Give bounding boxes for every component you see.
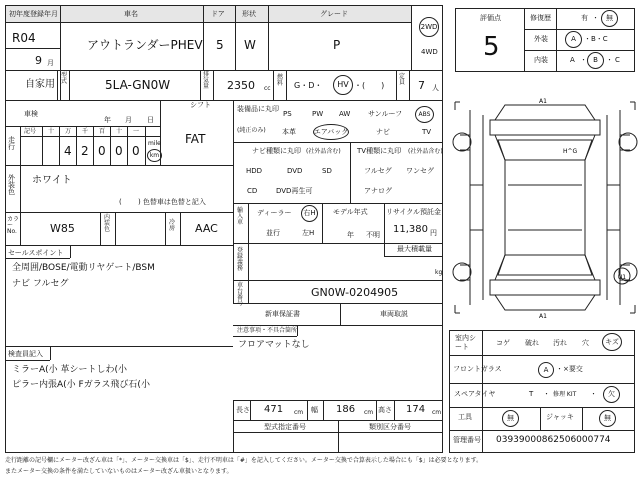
height-value: 174 xyxy=(406,404,426,415)
inspector-note-line-1: ミラーA(小 革シートしわ(小 xyxy=(12,365,128,375)
score-label: 評価点 xyxy=(480,14,501,22)
inspection-year: 年 xyxy=(104,116,111,124)
inspection-month: 月 xyxy=(125,116,132,124)
fuel-label: 燃料 xyxy=(277,74,284,87)
mileage-unit-0: 記号 xyxy=(24,128,37,135)
equip-leather: 本革 xyxy=(282,128,296,136)
recycle-amount: 11,380 xyxy=(393,224,428,235)
spare-repair-kit: 修理 KIT xyxy=(553,391,577,398)
exterior-label: 外装 xyxy=(534,35,548,43)
inspection-day: 日 xyxy=(147,116,154,124)
navi-sd: SD xyxy=(322,167,332,175)
mileage-digit-3: 0 xyxy=(98,144,106,158)
shape-value: W xyxy=(244,38,256,52)
control-number-value: 03939000862506000774 xyxy=(496,435,611,445)
footer-line-2: またメーター交換の条件を満たしていないものはメーター改ざん車扱いとなります。 xyxy=(5,468,233,475)
tv-label: TV種類に丸印 xyxy=(357,147,402,155)
import-parallel: 並行 xyxy=(266,229,280,237)
footer-line-1: 走行距離の記号欄にメーター改ざん車は「*」、メーター交換車は「$」、走行不明車は「#」を記入してください。メーター交換で合算表示した場合にも「$」は必要となります。 xyxy=(5,457,483,464)
equipment-label: 装備品に丸印 xyxy=(237,105,279,113)
tv-analog: アナログ xyxy=(364,187,392,195)
mileage-unit-4: 百 xyxy=(99,128,106,135)
doors-value: 5 xyxy=(216,38,224,52)
height-unit: cm xyxy=(432,409,442,416)
seat-tear: 破れ xyxy=(525,339,539,347)
ac-label: 冷房 xyxy=(169,219,176,232)
new-car-warranty: 新車保証書 xyxy=(265,310,300,318)
inspector-note-line-2: ピラー内張A(小 Fガラス飛び石(小 xyxy=(12,380,150,390)
notes-label: 注意事項・不具合箇所 xyxy=(237,327,298,334)
category-number-label: 類別区分番号 xyxy=(369,423,411,431)
capacity-value: 7 xyxy=(418,79,425,92)
cc-unit: cc xyxy=(264,85,271,92)
mileage-side-label: 走行 xyxy=(8,136,15,151)
mileage-unit-km-circled: km xyxy=(147,149,162,162)
tools-label: 工具 xyxy=(458,413,472,421)
spare-tire-label: スペアタイヤ xyxy=(454,390,496,398)
usage-value: 自家用 xyxy=(25,79,55,90)
grade-label: グレード xyxy=(320,10,348,18)
seat-hole: 穴 xyxy=(582,339,589,347)
interior-seat-label: 室内シート xyxy=(455,334,476,352)
width-value: 186 xyxy=(336,404,356,415)
interior-label: 内装 xyxy=(534,56,548,64)
mileage-unit-1: 十 xyxy=(48,128,55,135)
repair-history-label: 修復歴 xyxy=(530,14,551,22)
tv-fullseg: フルセグ xyxy=(364,167,392,175)
equip-sunroof: サンルーフ xyxy=(368,110,403,118)
color-side-label: 外装色 xyxy=(8,174,15,196)
jack-none-circled: 無 xyxy=(599,410,616,427)
equip-abs-circled: ABS xyxy=(415,106,434,123)
color-no-value: W85 xyxy=(50,222,75,235)
exterior-other-grades: ・B・C xyxy=(584,35,608,43)
shape-label: 形状 xyxy=(242,10,256,18)
model-year-unknown: 不明 xyxy=(366,231,380,239)
max-load-label: 最大積載量 xyxy=(397,245,432,253)
equip-airbag-circled: エアバック xyxy=(313,124,349,140)
mileage-unit-mile: mile xyxy=(148,140,161,147)
front-glass-a-circled: A xyxy=(538,362,554,378)
equip-navi: ナビ xyxy=(376,128,390,136)
mileage-digit-4: 0 xyxy=(115,144,123,158)
tv-oneseg: ワンセグ xyxy=(406,167,434,175)
grade-value: P xyxy=(333,38,341,52)
equip-ps: PS xyxy=(283,110,292,118)
shift-label: シフト xyxy=(190,101,211,109)
length-value: 471 xyxy=(264,404,284,415)
type-designation-label: 型式指定番号 xyxy=(264,423,306,431)
mileage-digit-5: 0 xyxy=(132,144,140,158)
notes-line-1: フロアマットなし xyxy=(238,340,310,350)
vehicle-manual: 車両取説 xyxy=(380,310,408,318)
equip-pw: PW xyxy=(312,110,324,118)
interior-a: A xyxy=(570,56,575,64)
capacity-label: 定員 xyxy=(399,73,406,86)
drive-4wd: 4WD xyxy=(421,48,438,56)
color-note: ( ) 色替車は色替と記入 xyxy=(119,198,206,206)
diagram-a1-top: A1 xyxy=(539,98,547,105)
navi-label: ナビ種類に丸印 xyxy=(252,147,301,155)
shift-value: FAT xyxy=(185,132,206,146)
sales-point-line-1: 全周囲/BOSE/電動リヤゲート/BSM xyxy=(12,263,155,273)
equipment-sub: (純正のみ) xyxy=(237,127,266,134)
jack-label: ジャッキ xyxy=(546,413,574,421)
color-no-label: カラーNo. xyxy=(7,216,20,235)
interior-b-circled: B xyxy=(587,52,604,69)
equip-tv: TV xyxy=(422,128,432,136)
model-value: 5LA-GN0W xyxy=(105,78,171,92)
doors-label: ドア xyxy=(211,10,225,18)
interior-color-label: 内装色 xyxy=(104,214,111,233)
first-reg-era: R04 xyxy=(12,31,36,45)
navi-cd: CD xyxy=(247,187,258,195)
seat-burn: コゲ xyxy=(496,339,510,347)
mileage-unit-3: 千 xyxy=(82,128,89,135)
drive-2wd-circled: 2WD xyxy=(419,17,439,37)
max-load-unit: kg xyxy=(435,269,443,276)
interior-c: C xyxy=(615,56,620,64)
spare-missing-circled: 欠 xyxy=(603,386,620,403)
recycle-unit: 円 xyxy=(430,229,437,237)
tv-sub: (社外品含む) xyxy=(408,148,443,155)
car-damage-diagram xyxy=(450,90,640,325)
chassis-label: 車台番号 xyxy=(237,282,244,307)
model-year-label: モデル年式 xyxy=(333,208,368,216)
model-year-unit: 年 xyxy=(347,231,354,239)
diagram-a1-bottom: A1 xyxy=(539,313,547,320)
import-dealer: ディーラー xyxy=(257,209,292,217)
length-label: 長さ xyxy=(236,406,250,414)
fuel-options: G・D・ xyxy=(294,81,323,90)
color-value: ホワイト xyxy=(32,175,72,186)
equip-aw: AW xyxy=(339,110,351,118)
diagram-u1: U1 xyxy=(617,274,627,281)
first-reg-month: 9 xyxy=(35,54,42,67)
car-name-label: 車名 xyxy=(124,10,138,18)
displacement-label: 排気量 xyxy=(203,71,210,90)
score-value: 5 xyxy=(483,32,500,62)
fuel-other: ・( ) xyxy=(354,81,385,90)
month-unit: 月 xyxy=(47,59,54,67)
inspector-notes-label: 検査員記入 xyxy=(8,350,43,358)
recycle-label: リサイクル預託金 xyxy=(386,208,442,216)
registration-label: 登録義務 xyxy=(237,247,244,272)
repair-history-none-circled: 無 xyxy=(601,10,618,27)
diagram-hg: H^G xyxy=(563,148,578,155)
inspection-label: 車検 xyxy=(24,110,38,118)
fuel-hv-circled: HV xyxy=(333,75,353,95)
first-reg-label: 初年度登録年月 xyxy=(9,10,58,18)
tools-none-circled: 無 xyxy=(502,410,519,427)
navi-sub: (社外品含む) xyxy=(306,148,341,155)
chassis-value: GN0W-0204905 xyxy=(311,286,399,299)
mileage-digit-1: 4 xyxy=(64,144,72,158)
displacement-value: 2350 xyxy=(227,79,255,92)
header-label-band xyxy=(6,6,411,22)
width-unit: cm xyxy=(364,409,374,416)
height-label: 高さ xyxy=(378,406,392,414)
navi-dvd-playback: DVD再生可 xyxy=(276,187,313,195)
import-label: 輸入車 xyxy=(237,207,244,226)
mileage-unit-6: 一 xyxy=(133,128,140,135)
car-name-value: アウトランダーPHEV xyxy=(87,38,203,52)
width-label: 幅 xyxy=(311,406,318,414)
mileage-digit-2: 2 xyxy=(81,144,89,158)
navi-dvd: DVD xyxy=(287,167,303,175)
ac-value: AAC xyxy=(195,222,218,235)
sales-points-label: セールスポイント xyxy=(8,249,64,257)
front-glass-label: フロントガラス xyxy=(453,365,502,373)
control-number-label: 管理番号 xyxy=(453,436,481,444)
sales-point-line-2: ナビ フルセグ xyxy=(12,279,69,289)
repair-history-yes: 有 xyxy=(581,14,588,22)
mileage-unit-2: 万 xyxy=(65,128,72,135)
model-label: 型式 xyxy=(61,72,68,85)
length-unit: cm xyxy=(294,409,304,416)
exterior-a-circled: A xyxy=(565,31,582,48)
capacity-unit: 人 xyxy=(432,84,439,92)
seat-scratch-circled: キズ xyxy=(602,333,622,351)
import-left-hand: 左H xyxy=(302,229,315,237)
seat-dirt: 汚れ xyxy=(553,339,567,347)
front-glass-rest: ・×要交 xyxy=(556,365,583,373)
mileage-unit-5: 十 xyxy=(116,128,123,135)
navi-hdd: HDD xyxy=(246,167,263,175)
import-right-hand-circled: 右H xyxy=(301,205,318,222)
spare-t: T xyxy=(529,390,534,398)
